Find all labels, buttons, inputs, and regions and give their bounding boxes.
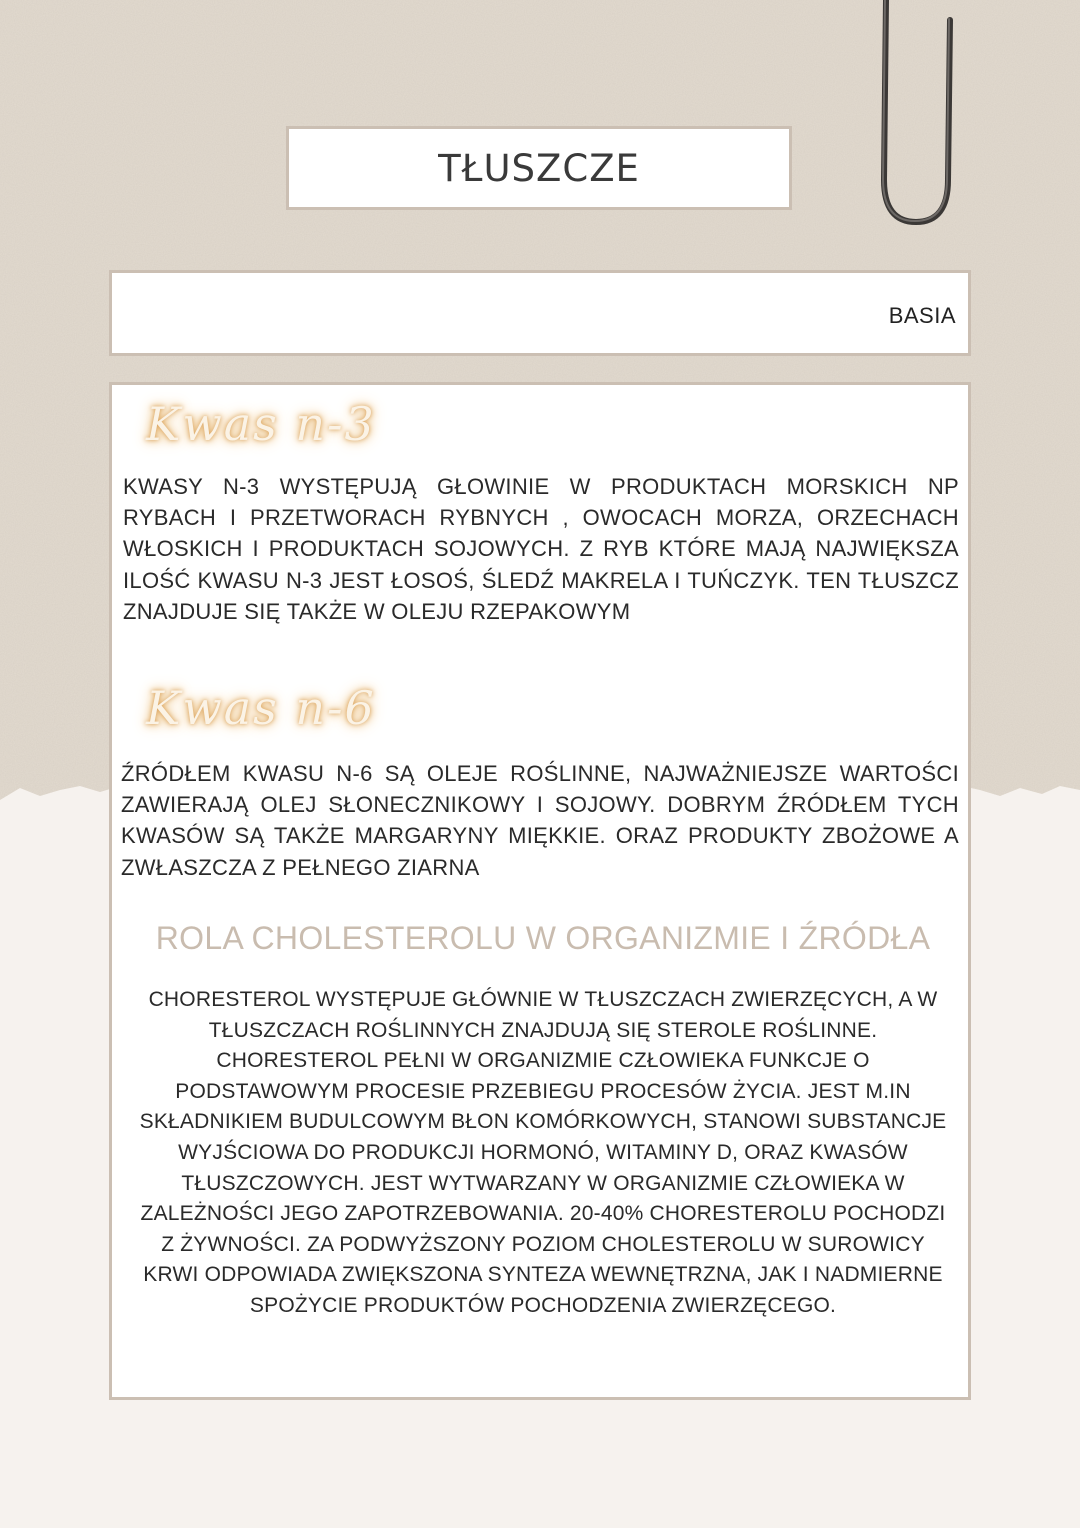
page-title: TŁUSZCZE <box>438 146 640 190</box>
cholesterol-paragraph: CHORESTEROL WYSTĘPUJE GŁÓWNIE W TŁUSZCZACH ZWIERZĘCYCH, A W TŁUSZCZACH ROŚLINNYCH ZNAJDUJĄ SIĘ STEROLE ROŚLINNE. CHORESTEROL PEŁNI W ORGANIZMIE CZŁOWIEKA FUNKCJE O PODSTAWOWYM PROCESIE PRZEBIEGU PROCESÓW ŻYCIA. JEST M.IN SKŁADNIKIEM BUDULCOWYM BŁON KOMÓRKOWYCH, STANOWI SUBSTANCJE WYJŚCIOWA DO PRODUKCJI HORMONÓ, WITAMINY D, ORAZ KWASÓW TŁUSZCZOWYCH. JEST WYTWARZANY W ORGANIZMIE CZŁOWIEKA W ZALEŻNOŚCI JEGO ZAPOTRZEBOWANIA. 20-40% CHORESTEROLU POCHODZI Z ŻYWNOŚCI. ZA PODWYŻSZONY POZIOM CHOLESTEROLU W SUROWICY KRWI ODPOWIADA ZWIĘKSZONA SYNTEZA WEWNĘTRZNA, JAK I NADMIERNE SPOŻYCIE PRODUKTÓW POCHODZENIA ZWIERZĘCEGO. <box>139 988 947 1317</box>
n6-paragraph: ŹRÓDŁEM KWASU N-6 SĄ OLEJE ROŚLINNE, NAJWAŻNIEJSZE WARTOŚCI ZAWIERAJĄ OLEJ SŁONECZNIKOWY I SOJOWY. DOBRYM ŹRÓDŁEM TYCH KWASÓW SĄ TAKŻE MARGARYNY MIĘKKIE. ORAZ PRODUKTY ZBOŻOWE A ZWŁASZCZA Z PEŁNEGO ZIARNA <box>121 761 959 880</box>
cholesterol-heading: ROLA CHOLESTEROLU W ORGANIZMIE I ŹRÓDŁA <box>155 920 931 956</box>
author-box <box>109 270 971 356</box>
n3-paragraph: KWASY N-3 WYSTĘPUJĄ GŁOWINIE W PRODUKTACH MORSKICH NP RYBACH I PRZETWORACH RYBNYCH , OWOCACH MORZA, ORZECHACH WŁOSKICH I PRODUKTACH SOJOWYCH. Z RYB KTÓRE MAJĄ NAJWIĘKSZA ILOŚĆ KWASU N-3 JEST ŁOSOŚ, ŚLEDŹ MAKRELA I TUŃCZYK. TEN TŁUSZCZ ZNAJDUJE SIĘ TAKŻE W OLEJU RZEPAKOWYM <box>123 474 959 624</box>
n3-heading: Kwas n-3 <box>146 397 376 451</box>
title-box <box>286 126 792 210</box>
content-card <box>109 382 971 1400</box>
paperclip-icon <box>870 0 970 230</box>
author-name: BASIA <box>888 303 956 328</box>
n6-heading: Kwas n-6 <box>146 681 376 735</box>
